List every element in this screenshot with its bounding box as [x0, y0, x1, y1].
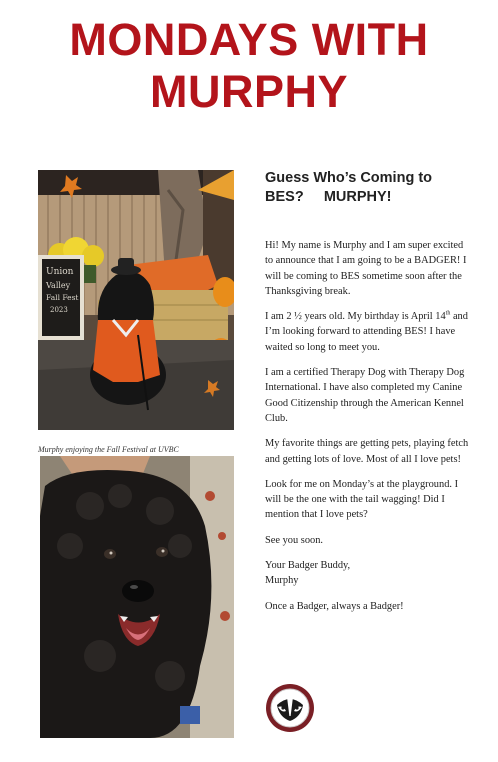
photo-caption: Murphy enjoying the Fall Festival at UVBC: [38, 445, 179, 454]
badger-logo-icon: [265, 683, 315, 733]
section-heading: [265, 169, 485, 207]
paragraph-age: [265, 309, 470, 355]
signature-name: Murphy: [265, 575, 299, 587]
murphy-closeup-photo: [40, 456, 234, 738]
murphy-closeup-illustration: [40, 456, 234, 738]
title-line-1: MONDAYS WITH: [69, 14, 429, 65]
svg-text:2023: 2023: [50, 306, 68, 314]
badger-logo: [265, 683, 315, 733]
paragraph-see-you: See you soon.: [265, 534, 324, 546]
paragraph-favorites: My favorite things are getting pets, playing fetch and getting lots of love. Most of all I love pets!: [265, 438, 469, 465]
paragraph-certification: I am a certified Therapy Dog with Therapy Dog International. I have also completed my Canine Good Citizenship through the American Kennel Club.: [265, 367, 465, 424]
title-line-2: MURPHY: [149, 66, 348, 117]
fall-festival-photo: [38, 170, 234, 430]
fall-festival-illustration: [38, 170, 234, 430]
svg-text:Union: Union: [46, 267, 74, 277]
paragraph-intro: Hi! My name is Murphy and I am super excited to announce that I am going to be a BADGER! I will be coming to BES sometime soon after the Thanksgiving break.: [265, 240, 467, 297]
letter-body: [265, 238, 470, 624]
svg-text:Fall Fest: Fall Fest: [46, 293, 79, 302]
paragraph-motto: Once a Badger, always a Badger!: [265, 600, 404, 612]
heading-line-1: Guess Who’s Coming to: [265, 170, 433, 186]
paragraph-age-text-b: and I’m looking forward to attending BES! I have waited so long to meet you.: [265, 311, 468, 353]
paragraph-signoff: [265, 558, 470, 589]
paragraph-playground: Look for me on Monday’s at the playground. I will be the one with the tail wagging! Did I mention that I love pets?: [265, 478, 459, 521]
ordinal-suffix: th: [445, 310, 451, 317]
paragraph-age-text-a: I am 2 ½ years old. My birthday is April 14: [265, 311, 446, 323]
svg-text:Valley: Valley: [46, 281, 71, 290]
page-title: [0, 14, 498, 118]
heading-line-2: BES? MURPHY!: [265, 189, 392, 205]
fall-fest-sign: [38, 255, 84, 340]
signoff-line: Your Badger Buddy,: [265, 560, 351, 572]
